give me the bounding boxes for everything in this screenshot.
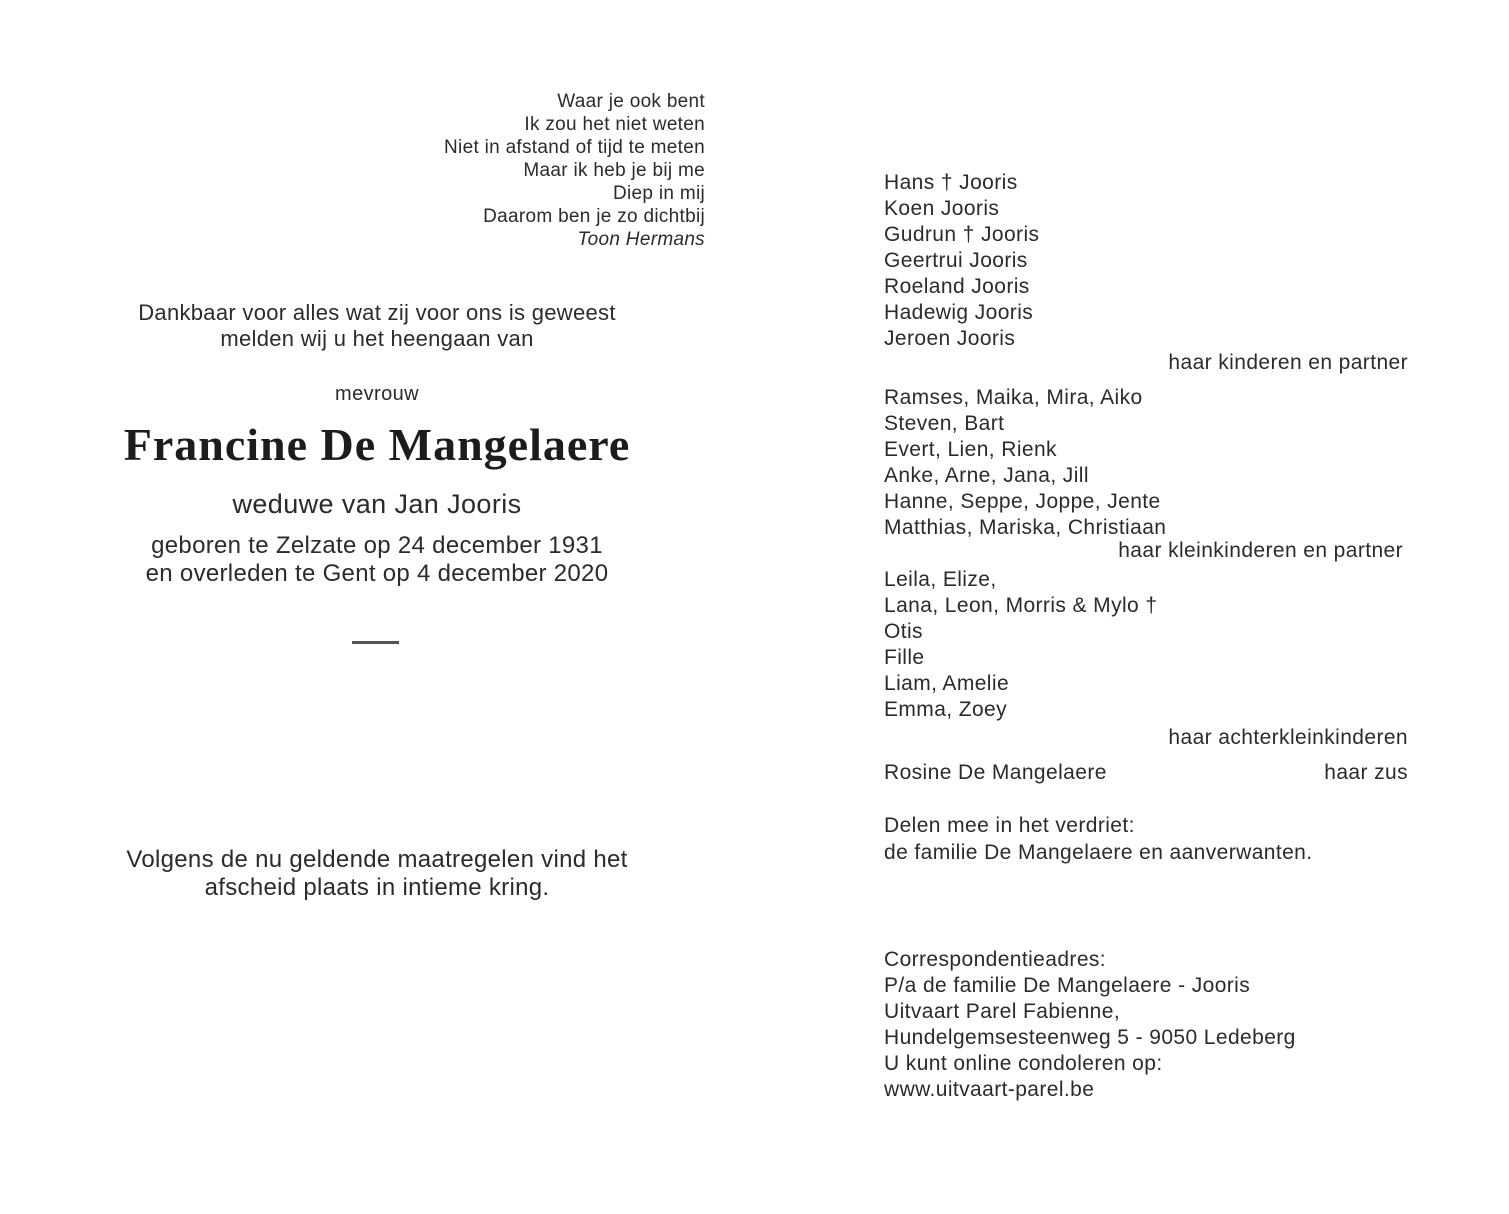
condolence-block bbox=[884, 812, 1408, 866]
announcement-intro bbox=[0, 300, 754, 352]
child-name: Roeland Jooris bbox=[884, 275, 1030, 298]
sister-name: Rosine De Mangelaere bbox=[884, 761, 1107, 784]
great-grandchild-names: Emma, Zoey bbox=[884, 698, 1008, 721]
great-grandchild-names: Leila, Elize, bbox=[884, 568, 997, 591]
divider-rule bbox=[352, 641, 399, 644]
death-line: en overleden te Gent op 4 december 2020 bbox=[145, 560, 609, 587]
child-name: Hans † Jooris bbox=[884, 171, 1018, 194]
correspondence-line: Hundelgemsesteenweg 5 - 9050 Ledeberg bbox=[884, 1026, 1296, 1049]
child-name: Koen Jooris bbox=[884, 197, 1000, 220]
child-name: Hadewig Jooris bbox=[884, 301, 1034, 324]
poem-line: Diep in mij bbox=[613, 183, 705, 204]
condolence-line: Delen mee in het verdriet: bbox=[884, 814, 1135, 837]
grandchild-names: Hanne, Seppe, Joppe, Jente bbox=[884, 490, 1161, 513]
poem-line: Ik zou het niet weten bbox=[524, 114, 705, 135]
announcement-intro-line: melden wij u het heengaan van bbox=[220, 326, 534, 351]
life-dates bbox=[0, 532, 754, 588]
great-grandchild-names: Lana, Leon, Morris & Mylo † bbox=[884, 594, 1158, 617]
child-name: Jeroen Jooris bbox=[884, 327, 1016, 350]
great-grandchild-names: Otis bbox=[884, 620, 923, 643]
correspondence-line: Uitvaart Parel Fabienne, bbox=[884, 1000, 1121, 1023]
great-grandchildren-label: haar achterkleinkinderen bbox=[1168, 726, 1408, 749]
funeral-notice bbox=[0, 846, 754, 902]
poem-line: Niet in afstand of tijd te meten bbox=[444, 137, 705, 158]
funeral-notice-line: Volgens de nu geldende maatregelen vind het bbox=[126, 846, 628, 873]
great-grandchild-names: Fille bbox=[884, 646, 925, 669]
honorific: mevrouw bbox=[335, 383, 419, 405]
correspondence-block bbox=[884, 947, 1408, 1103]
grandchild-names: Steven, Bart bbox=[884, 412, 1005, 435]
poem-line: Waar je ook bent bbox=[557, 91, 705, 112]
widow-relation: weduwe van Jan Jooris bbox=[232, 489, 522, 519]
poem-author: Toon Hermans bbox=[577, 229, 705, 250]
right-page bbox=[754, 0, 1509, 1214]
left-page bbox=[0, 0, 754, 1214]
children-list bbox=[884, 170, 1408, 352]
child-name: Geertrui Jooris bbox=[884, 249, 1028, 272]
grandchild-names: Anke, Arne, Jana, Jill bbox=[884, 464, 1089, 487]
great-grandchildren-list bbox=[884, 567, 1408, 723]
correspondence-line: www.uitvaart-parel.be bbox=[884, 1078, 1095, 1101]
child-name: Gudrun † Jooris bbox=[884, 223, 1040, 246]
poem-lines bbox=[444, 90, 705, 228]
condolence-line: de familie De Mangelaere en aanverwanten. bbox=[884, 841, 1313, 864]
deceased-name: Francine De Mangelaere bbox=[123, 419, 631, 470]
birth-line: geboren te Zelzate op 24 december 1931 bbox=[151, 532, 603, 559]
great-grandchild-names: Liam, Amelie bbox=[884, 672, 1010, 695]
grandchild-names: Evert, Lien, Rienk bbox=[884, 438, 1057, 461]
children-label: haar kinderen en partner bbox=[1168, 351, 1408, 374]
grandchild-names: Matthias, Mariska, Christiaan bbox=[884, 516, 1167, 539]
grandchildren-list bbox=[884, 385, 1408, 541]
poem-line: Maar ik heb je bij me bbox=[523, 160, 705, 181]
announcement-intro-line: Dankbaar voor alles wat zij voor ons is geweest bbox=[138, 300, 616, 325]
correspondence-line: Correspondentieadres: bbox=[884, 948, 1107, 971]
correspondence-line: P/a de familie De Mangelaere - Jooris bbox=[884, 974, 1251, 997]
funeral-notice-line: afscheid plaats in intieme kring. bbox=[204, 874, 550, 901]
grandchild-names: Ramses, Maika, Mira, Aiko bbox=[884, 386, 1143, 409]
poem bbox=[444, 90, 705, 251]
grandchildren-label: haar kleinkinderen en partner bbox=[1118, 539, 1403, 562]
correspondence-line: U kunt online condoleren op: bbox=[884, 1052, 1163, 1075]
sister-row bbox=[884, 760, 1408, 786]
sister-label: haar zus bbox=[1324, 761, 1408, 784]
poem-line: Daarom ben je zo dichtbij bbox=[483, 206, 705, 227]
